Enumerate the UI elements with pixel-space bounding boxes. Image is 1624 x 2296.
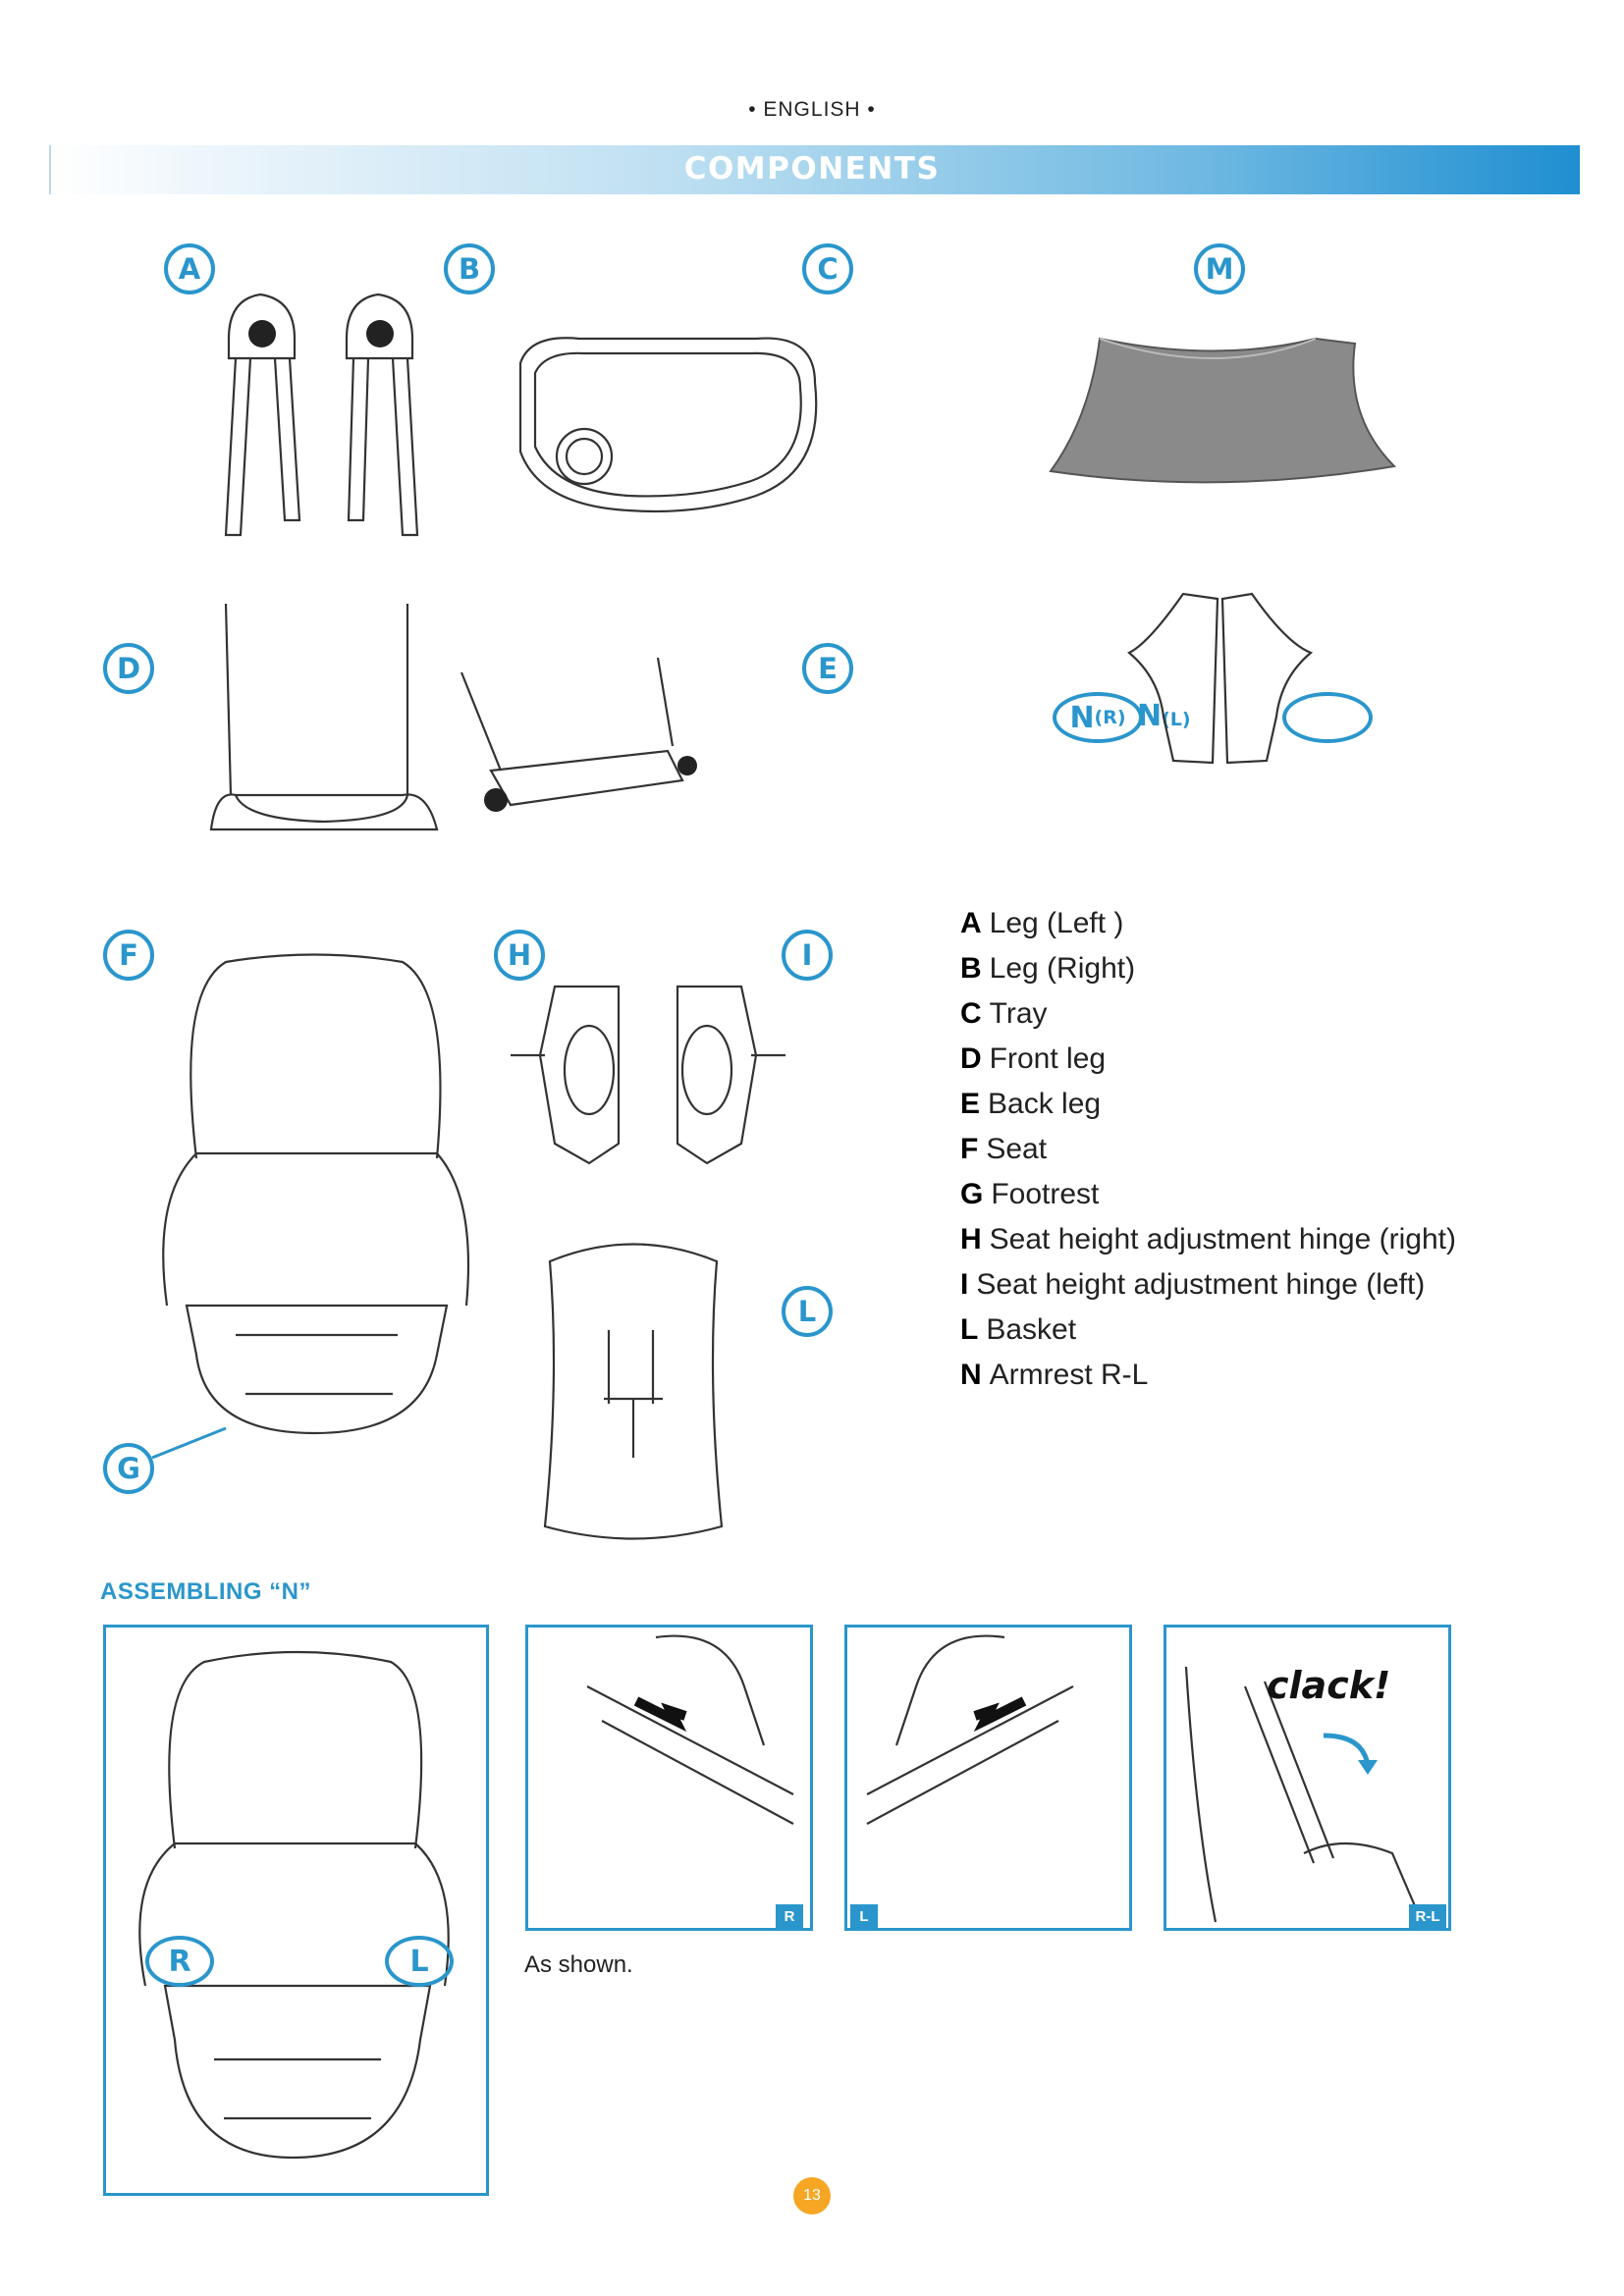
step-frame-1 xyxy=(525,1625,813,1931)
legend-row: B Leg (Right) xyxy=(960,952,1136,985)
badge-m: M xyxy=(1194,243,1245,294)
marker-l: L xyxy=(385,1936,454,1987)
badge-n-left-label: N(L) xyxy=(1137,699,1191,733)
step-tag-l: L xyxy=(850,1904,878,1928)
legend-row: F Seat xyxy=(960,1133,1048,1165)
badge-g: G xyxy=(103,1443,154,1494)
badge-b: B xyxy=(444,243,495,294)
badge-n-right: N (R) xyxy=(1053,692,1143,743)
step-2-illustration xyxy=(847,1628,1132,1931)
legend-row: G Footrest xyxy=(960,1178,1100,1210)
seat-illustration xyxy=(157,952,476,1468)
hinges-illustration xyxy=(506,967,790,1173)
badge-d: D xyxy=(103,643,154,694)
assembly-caption: As shown. xyxy=(524,1951,633,1978)
basket-illustration xyxy=(1021,309,1434,506)
badge-h: H xyxy=(494,930,545,981)
legend-row: N Armrest R-L xyxy=(960,1359,1149,1391)
step-1-illustration xyxy=(528,1628,813,1931)
clack-sound-label: clack! xyxy=(1267,1664,1391,1707)
assembling-title: ASSEMBLING “N” xyxy=(100,1578,312,1605)
marker-r: R xyxy=(145,1936,214,1987)
legend-row: A Leg (Left ) xyxy=(960,907,1124,939)
component-legend xyxy=(960,901,1589,1398)
legend-row: C Tray xyxy=(960,997,1048,1030)
tray-illustration xyxy=(501,324,830,530)
leg-right-illustration xyxy=(329,280,466,550)
front-leg-illustration xyxy=(206,594,452,849)
badge-f: F xyxy=(103,930,154,981)
assembly-seat-illustration xyxy=(106,1628,489,2196)
section-title: COMPONENTS xyxy=(683,151,941,187)
language-label: • ENGLISH • xyxy=(748,98,876,121)
seat-pad-illustration xyxy=(535,1232,731,1546)
badge-e: E xyxy=(802,643,853,694)
back-leg-illustration xyxy=(452,658,746,825)
badge-a: A xyxy=(164,243,215,294)
step-tag-r: R xyxy=(776,1904,803,1928)
legend-row: H Seat height adjustment hinge (right) xyxy=(960,1223,1456,1255)
armrest-illustration xyxy=(1119,584,1394,775)
legend-row: E Back leg xyxy=(960,1088,1102,1120)
footrest-pointer xyxy=(147,1404,236,1463)
page-number: 13 xyxy=(793,2177,831,2215)
badge-i: I xyxy=(782,930,833,981)
badge-l: L xyxy=(782,1286,833,1337)
step-frame-2 xyxy=(844,1625,1132,1931)
legend-row: D Front leg xyxy=(960,1042,1107,1075)
assembly-overview-frame xyxy=(103,1625,489,2196)
badge-c: C xyxy=(802,243,853,294)
legend-row: L Basket xyxy=(960,1313,1077,1346)
legend-row: I Seat height adjustment hinge (left) xyxy=(960,1268,1426,1301)
step-tag-rl: R-L xyxy=(1409,1904,1446,1928)
